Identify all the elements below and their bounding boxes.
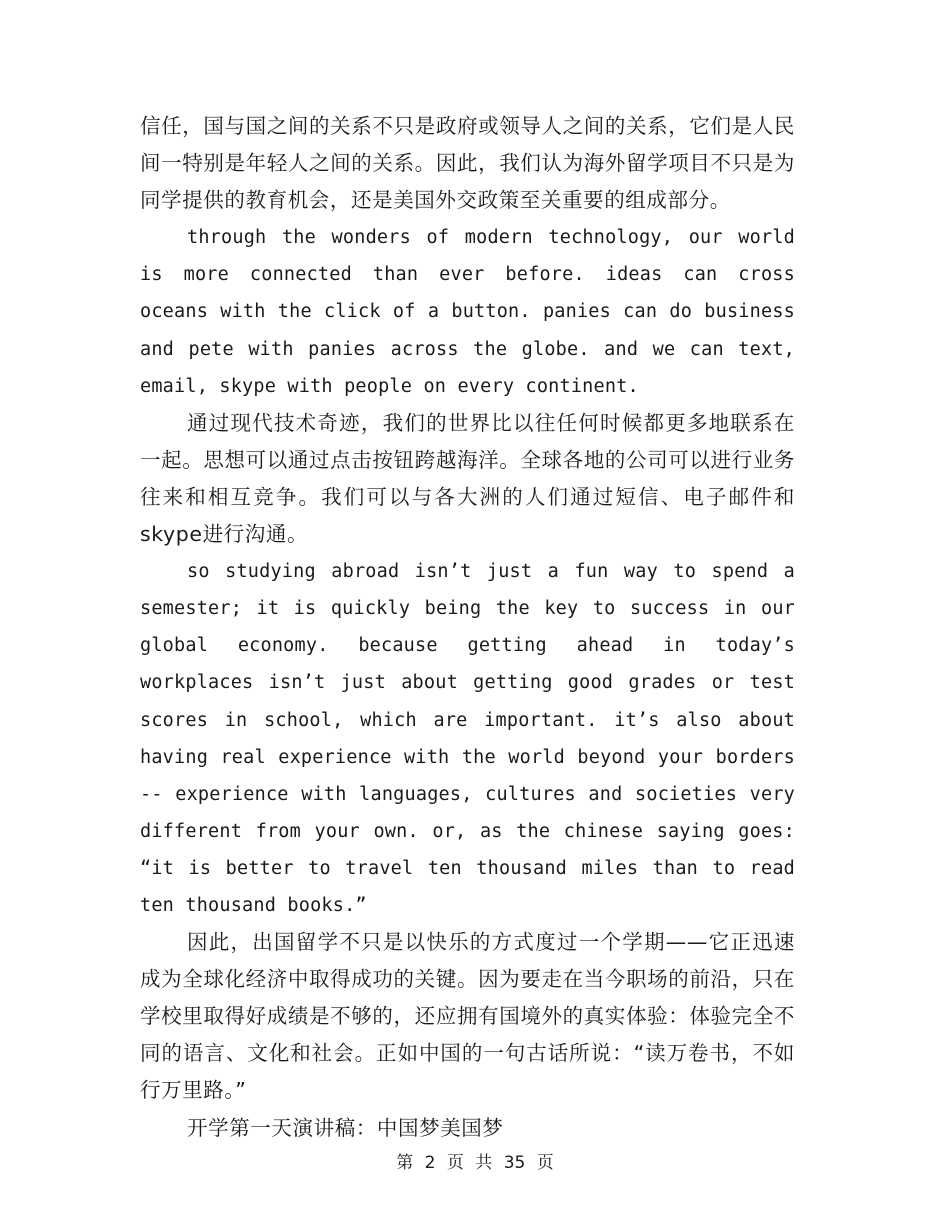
paragraph-zh-technology: 通过现代技术奇迹，我们的世界比以往任何时候都更多地联系在一起。思想可以通过点击按钮跨越海洋。全球各地的公司可以进行业务往来和相互竞争。我们可以与各大洲的人们通过短信、电子邮件和skype进行沟通。 xyxy=(140,410,795,547)
paragraph-en-technology: through the wonders of modern technology, our world is more connected than ever before. ideas can cross oceans with the click of a button. panies can do business and pete with panies across the globe. and we can text, email, skype with people on every continent. xyxy=(140,227,795,397)
document-body xyxy=(140,108,795,1147)
page-number-footer: 第 2 页 共 35 页 xyxy=(396,1153,554,1173)
paragraph-zh-intro: 信任，国与国之间的关系不只是政府或领导人之间的关系，它们是人民间一特别是年轻人之间的关系。因此，我们认为海外留学项目不只是为同学提供的教育机会，还是美国外交政策至关重要的组成部分。 xyxy=(140,114,795,213)
paragraph-zh-study-abroad: 因此，出国留学不只是以快乐的方式度过一个学期——它正迅速成为全球化经济中取得成功的关键。因为要走在当今职场的前沿，只在学校里取得好成绩是不够的，还应拥有国境外的真实体验：体验完全不同的语言、文化和社会。正如中国的一句古话所说：“读万卷书，不如行万里路。” xyxy=(140,930,795,1103)
section-heading: 开学第一天演讲稿：中国梦美国梦 xyxy=(187,1115,504,1140)
paragraph-en-study-abroad: so studying abroad isn’t just a fun way to spend a semester; it is quickly being the key to success in our global economy. because getting ahead in today’s workplaces isn’t just about getting good grades or test scores in school, which are important. it’s also about having real experience with the world beyond your borders -- experience with languages, cultures and societies very different from your own. or, as the chinese saying goes: “it is better to travel ten thousand miles than to read ten thousand books.” xyxy=(140,561,795,916)
